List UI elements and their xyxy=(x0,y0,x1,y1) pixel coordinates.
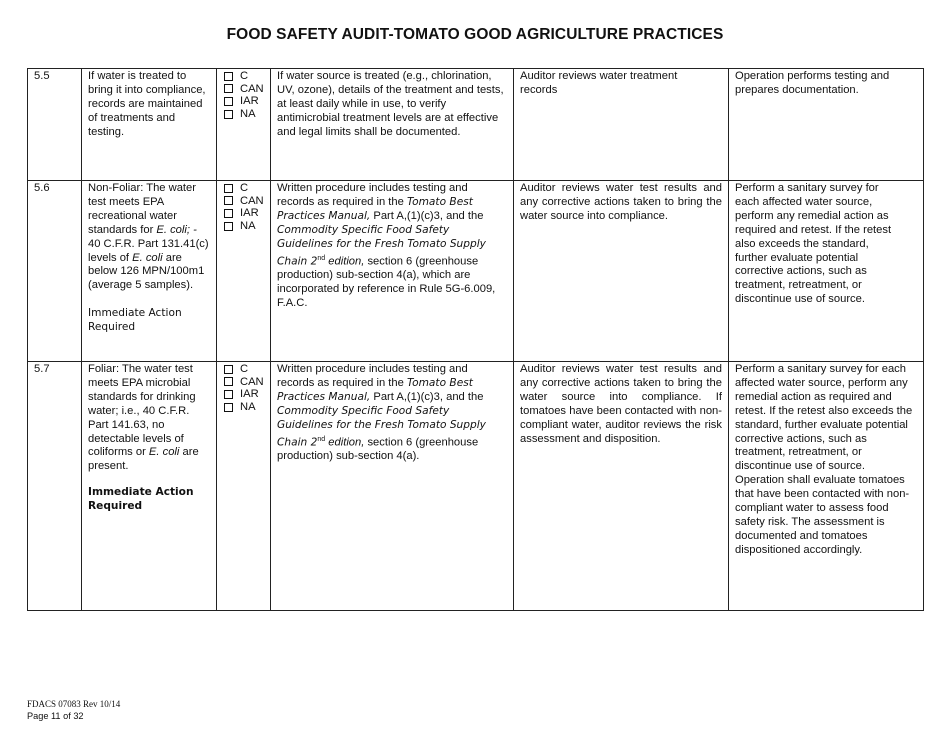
checkbox-icon[interactable] xyxy=(224,97,233,106)
table-row xyxy=(28,362,924,611)
form-code: FDACS 07083 Rev 10/14 xyxy=(27,699,121,709)
page-footer xyxy=(27,698,120,722)
option-iar[interactable]: IAR xyxy=(223,207,264,220)
checkbox-icon[interactable] xyxy=(224,184,233,193)
options-cell xyxy=(217,181,271,362)
corrective-action-cell: Perform a sanitary survey for each affected water source, perform any remedial action as required and retest. If the retest also exceeds the standard, further evaluate potential corrective actions, such as treatment, retreatment, or discontinue use of source. Operation shall evaluate tomatoes that have been contacted with non-compliant water to assess food safety risk. The assessment is documented and tomatoes dispositioned accordingly. xyxy=(729,362,924,611)
page-number: Page 11 of 32 xyxy=(27,711,84,721)
page-title: FOOD SAFETY AUDIT-TOMATO GOOD AGRICULTURE PRACTICES xyxy=(226,26,724,43)
option-iar[interactable]: IAR xyxy=(223,95,264,108)
checkbox-icon[interactable] xyxy=(224,84,233,93)
immediate-action-label: Immediate Action Required xyxy=(88,307,182,334)
option-iar[interactable]: IAR xyxy=(223,388,264,401)
immediate-action-label: Immediate Action Required xyxy=(88,486,194,513)
item-number: 5.6 xyxy=(28,181,82,362)
question-cell: If water is treated to bring it into compliance, records are maintained of treatments and testing. xyxy=(82,69,217,181)
options-cell xyxy=(217,362,271,611)
question-cell: Foliar: The water test meets EPA microbial standards for drinking water; i.e., 40 C.F.R. Part 141.63, no detectable levels of coliforms or E. coli are present. Immediate Action Required xyxy=(82,362,217,611)
option-c[interactable]: C xyxy=(223,70,264,83)
verification-cell: Auditor reviews water test results and any corrective actions taken to bring the water source into compliance. If tomatoes have been contacted with non-compliant water, auditor reviews the risk assessment and disposition. xyxy=(514,362,729,611)
question-cell: Non-Foliar: The water test meets EPA recreational water standards for E. coli; - 40 C.F.R. Part 131.41(c) levels of E. coli are below 126 MPN/100m1 (average 5 samples). Immediate Action Required xyxy=(82,181,217,362)
checkbox-icon[interactable] xyxy=(224,72,233,81)
checkbox-icon[interactable] xyxy=(224,390,233,399)
checkbox-icon[interactable] xyxy=(224,403,233,412)
corrective-action-cell: Perform a sanitary survey for each affected water source, perform any remedial action as required and retest. If the retest also exceeds the standard, further evaluate potential corrective actions, such as treatment, retreatment, or discontinue use of source. xyxy=(729,181,924,362)
option-can[interactable]: CAN xyxy=(223,83,264,96)
options-cell xyxy=(217,69,271,181)
checkbox-icon[interactable] xyxy=(224,110,233,119)
item-number: 5.5 xyxy=(28,69,82,181)
option-na[interactable]: NA xyxy=(223,220,264,233)
table-row xyxy=(28,69,924,181)
requirement-cell: If water source is treated (e.g., chlorination, UV, ozone), details of the treatment and tests, at least daily while in use, to verify antimicrobial treatment levels are at effective and legal limits shall be documented. xyxy=(271,69,514,181)
checkbox-icon[interactable] xyxy=(224,222,233,231)
option-can[interactable]: CAN xyxy=(223,195,264,208)
checkbox-icon[interactable] xyxy=(224,196,233,205)
verification-cell: Auditor reviews water treatment records xyxy=(514,69,729,181)
option-na[interactable]: NA xyxy=(223,401,264,414)
table-row xyxy=(28,181,924,362)
corrective-action-cell: Operation performs testing and prepares documentation. xyxy=(729,69,924,181)
option-c[interactable]: C xyxy=(223,363,264,376)
checkbox-icon[interactable] xyxy=(224,209,233,218)
option-na[interactable]: NA xyxy=(223,108,264,121)
requirement-cell: Written procedure includes testing and records as required in the Tomato Best Practices Manual, Part A,(1)(c)3, and the Commodity Specific Food Safety Guidelines for the Fresh Tomato Supply Chain 2nd edition, section 6 (greenhouse production) sub-section 4(a), which are incorporated by reference in Rule 5G-6.009, F.A.C. xyxy=(271,181,514,362)
option-c[interactable]: C xyxy=(223,182,264,195)
option-can[interactable]: CAN xyxy=(223,376,264,389)
verification-cell: Auditor reviews water test results and any corrective actions taken to bring the water source into compliance. xyxy=(514,181,729,362)
audit-table xyxy=(27,68,924,611)
checkbox-icon[interactable] xyxy=(224,365,233,374)
checkbox-icon[interactable] xyxy=(224,377,233,386)
item-number: 5.7 xyxy=(28,362,82,611)
requirement-cell: Written procedure includes testing and records as required in the Tomato Best Practices Manual, Part A,(1)(c)3, and the Commodity Specific Food Safety Guidelines for the Fresh Tomato Supply Chain 2nd edition, section 6 (greenhouse production) sub-section 4(a). xyxy=(271,362,514,611)
